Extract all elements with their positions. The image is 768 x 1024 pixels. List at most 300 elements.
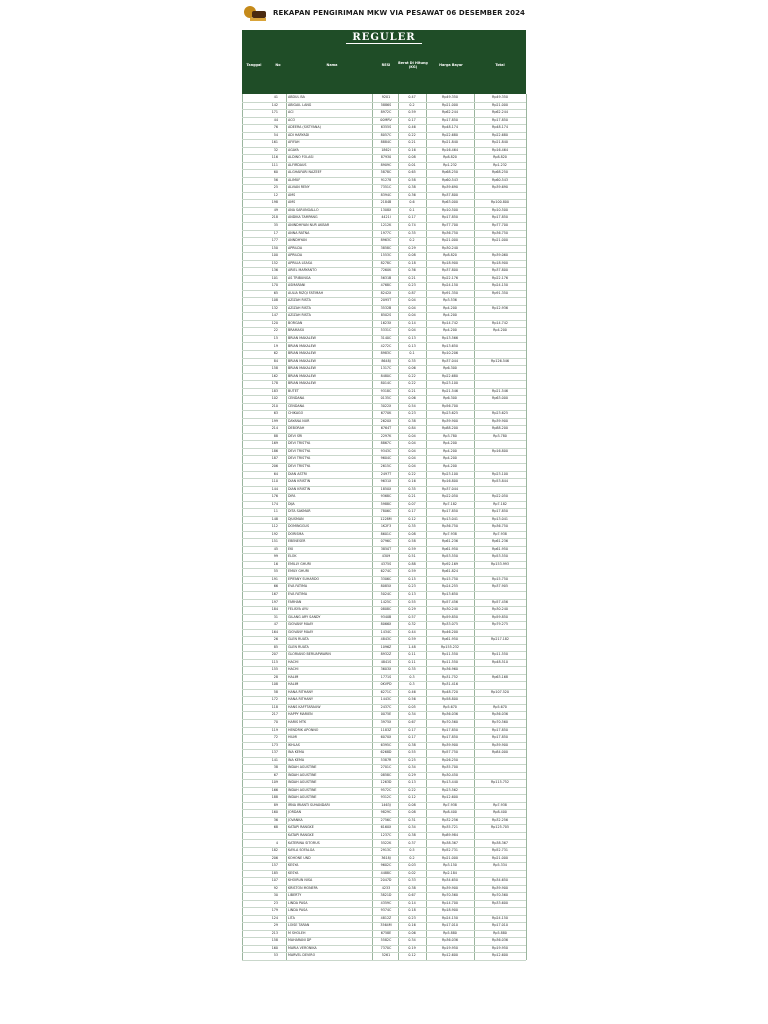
cell-no: 171 [271,110,278,115]
cell-nama: DEVI TRISTYA [288,463,311,468]
cell-resi: 9368C [380,494,392,499]
cell-berat: 0.67 [408,893,416,898]
cell-nama: EPIFANY SUHARDO [288,576,320,581]
cell-berat: 0.04 [408,456,416,461]
cell-harga: Rp23.625 [442,411,458,416]
cell-harga: Rp17.850 [442,509,458,514]
cell-harga: Rp2.184 [443,870,457,875]
cell-nama: AULIA RIZQI FATIMAH [288,290,324,295]
cell-total: Rp53.844 [492,479,508,484]
cell-nama: KHOIRUN NISA [288,878,313,883]
cell-harga: Rp91.350 [442,290,458,295]
cell-resi: 5886S [380,102,392,107]
cell-harga: Rp1.232 [443,162,457,167]
cell-harga: Rp17.850 [442,727,458,732]
cell-nama: ADEERA (SISTYANA) [288,125,321,130]
cell-no: 185 [271,870,278,875]
cell-harga: Rp22.050 [442,494,458,499]
cell-berat: 0.2 [409,855,415,860]
cell-no: 15 [273,335,278,340]
cell-resi: 9340B [380,614,392,619]
cell-harga: Rp37.044 [442,486,458,491]
cell-resi: 2620X [380,418,392,423]
cell-nama: EVA FATIMA [288,592,308,596]
cell-harga: Rp22.680 [442,132,458,137]
cell-berat: 0.23 [408,283,416,288]
cell-berat: 0.13 [408,780,416,785]
cell-berat: 0.21 [408,275,416,280]
cell-no: 26 [273,637,278,642]
cell-resi: 8480C [380,373,392,378]
cell-no: 210 [271,403,278,408]
cell-nama: AZIZAH RISTA [288,313,311,318]
cell-harga: Rp21.000 [442,855,458,860]
cell-berat: 0.34 [408,938,416,943]
cell-resi: 8242X [380,290,392,295]
cell-nama: HANA RITHANY [288,689,313,694]
cell-nama: DIJA [288,501,295,506]
cell-harga: Rp4.200 [443,313,457,318]
cell-harga: Rp8.820 [443,155,457,160]
cell-berat: 0.3 [409,674,415,679]
cell-resi: 2497T [380,471,392,476]
cell-resi: 8648J [381,358,391,363]
cell-harga: Rp30.240 [442,245,458,250]
cell-nama: HILMI [288,735,298,740]
cell-total: Rp17.850 [492,509,508,514]
cell-harga: Rp21.000 [442,102,458,107]
cell-berat: 0.59 [408,637,416,642]
cell-berat: 0.04 [408,463,416,468]
cell-berat: 0.35 [408,667,416,672]
cell-resi: 2615C [380,463,392,468]
cell-resi: 9201 [381,95,391,99]
cell-berat: 0.21 [408,140,416,145]
cell-nama: BRIAN MAKALEW [288,358,316,363]
cell-nama: BUTET [288,388,299,393]
cell-nama: GLORIANO BERUAPWARIN [288,652,331,657]
cell-berat: 0.32 [408,622,416,627]
cell-total: Rp48.174 [492,125,508,130]
cell-harga: Rp30.240 [442,607,458,612]
cell-berat: 0.29 [408,772,416,777]
cell-no: 66 [273,584,278,589]
cell-total: Rp39.900 [492,418,508,423]
cell-no: 136 [271,268,278,273]
cell-harga: Rp68.250 [442,170,458,175]
cell-resi: 0796C [380,539,392,544]
cell-no: 158 [271,366,278,371]
cell-no: 45 [273,546,278,551]
cell-resi: 6355S [380,125,392,130]
cell-no: 101 [271,275,278,280]
cell-berat: 0.23 [408,584,416,589]
cell-berat: 0.74 [408,223,416,228]
cell-harga: Rp21.840 [442,140,458,145]
cell-resi: 7260K [380,268,392,273]
cell-no: 115 [271,659,278,664]
report-title: REKAPAN PENGIRIMAN MKW VIA PESAWAT 06 DESEMBER 2024 [272,9,526,17]
cell-berat: 0.14 [408,900,416,905]
cell-resi: 3532B [380,305,392,310]
cell-harga: Rp34.650 [442,878,458,883]
cell-nama: ALVIAN RENY [288,185,310,190]
cell-total: Rp59.850 [492,614,508,619]
cell-harga: Rp3.780 [443,433,457,438]
cell-harga: Rp23.562 [442,787,458,792]
cell-no: 184 [271,607,278,612]
cell-no: 206 [271,463,278,468]
cell-berat: 0.08 [408,155,416,160]
cell-berat: 0.34 [408,712,416,717]
cell-no: 213 [271,930,278,935]
cell-no: 173 [271,742,278,747]
cell-resi: 7370C [380,945,392,950]
cell-nama: AMS [288,192,296,197]
cell-total: Rp21.546 [492,388,508,393]
cell-no: 157 [271,863,278,868]
cell-no: 207 [271,652,278,657]
cell-resi: 0135C [380,396,392,401]
cell-nama: DITA SAKMAR [288,509,311,514]
cell-resi: 4768C [380,283,392,288]
cell-resi: 0KVPD [380,682,392,687]
cell-no: 132 [271,305,278,310]
cell-no: 19 [273,343,278,348]
cell-resi: 00MRV [380,117,392,122]
cell-total: Rp34.650 [492,878,508,883]
cell-total: Rp39.690 [492,185,508,190]
cell-berat: 0.08 [408,810,416,815]
cell-resi: 6395C [380,742,392,747]
cell-berat: 0.29 [408,607,416,612]
cell-resi: 1850X [380,486,392,491]
cell-nama: KATAPI RANGKE [288,825,314,830]
cell-nama: EVA FATIMA [288,584,308,589]
cell-total: Rp21.000 [492,855,508,860]
cell-resi: 5878C [380,170,392,175]
cell-harga: Rp62.244 [442,110,458,115]
cell-harga: Rp33.075 [442,622,458,627]
cell-no: 182 [271,848,278,853]
cell-total: Rp17.850 [492,117,508,122]
cell-resi: 8066X [380,622,392,627]
cell-resi: 0075E [380,712,392,717]
cell-harga: Rp19.950 [442,945,458,950]
cell-no: 170 [271,283,278,288]
cell-total: Rp19.950 [492,945,508,950]
cell-berat: 0.13 [408,592,416,596]
cell-berat: 0.35 [408,524,416,529]
cell-total: Rp32.256 [492,817,508,822]
cell-total: Rp68.250 [492,170,508,175]
cell-nama: HALIM [288,682,299,687]
cell-harga: Rp14.700 [442,900,458,905]
cell-total: Rp17.850 [492,215,508,220]
cell-harga: Rp8.400 [443,810,457,815]
cell-nama: BORGAN [288,320,303,325]
cell-berat: 0.58 [408,539,416,544]
cell-total: Rp39.900 [492,742,508,747]
cell-no: 99 [273,554,278,559]
cell-berat: 0.55 [408,599,416,604]
cell-total: Rp16.800 [492,448,508,453]
cell-berat: 0.03 [408,863,416,868]
cell-resi: 4841S [380,659,392,664]
cell-berat: 0.16 [408,923,416,928]
cell-nama: LINDA PASA [288,908,308,913]
cell-no: 36 [273,817,278,822]
cell-harga: Rp17.850 [442,735,458,740]
cell-resi: 6070X [380,735,392,740]
cell-resi: 1317C [380,366,392,371]
cell-nama: FELISYA AYU [288,607,309,612]
cell-nama: AZIZAH RISTA [288,298,311,303]
col-header-nama: Nama [326,63,338,67]
cell-no: 4 [275,840,278,845]
cell-resi: 0808C [380,607,392,612]
cell-harga: Rp4.200 [443,456,457,461]
cell-resi: 3306C [380,576,392,581]
cell-berat: 0.07 [408,501,416,506]
cell-nama: HACHI [288,667,299,672]
cell-resi: 1183Z [380,727,392,732]
cell-resi: 8014C [380,381,392,386]
cell-total: Rp48.510 [492,659,508,664]
cell-berat: 0.06 [408,396,416,401]
cell-total: Rp24.150 [492,283,508,288]
cell-no: 58 [273,689,278,694]
cell-harga: Rp61.824 [442,569,458,574]
cell-no: 100 [271,253,278,258]
cell-resi: 2701C [380,765,392,770]
cell-total: Rp13.041 [492,516,508,521]
cell-harga: Rp3.536 [443,298,457,303]
cell-no: 12 [273,192,278,197]
cell-berat: 0.87 [408,290,416,295]
cell-no: 102 [271,396,278,401]
cell-berat: 0.25 [408,757,416,762]
cell-harga: Rp23.100 [442,471,458,476]
cell-resi: 6770K [380,411,392,416]
cell-harga: Rp37.800 [442,268,458,273]
cell-resi: 8932Z [380,652,392,657]
cell-resi: 3975X [380,720,392,725]
cell-harga: Rp61.950 [442,637,458,642]
cell-nama: JOVANKA [288,817,303,822]
cell-total: Rp21.000 [492,102,508,107]
cell-berat: 0.65 [408,170,416,175]
cell-nama: EKI [288,546,294,551]
cell-harga: Rp77.700 [442,223,458,228]
cell-berat: 0.67 [408,720,416,725]
cell-berat: 0.17 [408,735,416,740]
cell-resi: 3821D [380,893,392,898]
cell-total: Rp61.236 [492,539,508,544]
cell-harga: Rp6.300 [443,366,457,371]
section-title: REGULER [242,32,526,44]
cell-nama: KESYA [288,870,299,875]
cell-nama: BRIAN MAKALEW [288,366,316,371]
col-header-total: Total [495,63,505,67]
cell-resi: 1977C [380,230,392,235]
cell-nama: GILANG ARY SANDY [288,614,321,619]
cell-resi: 6758E [380,930,392,935]
cell-harga: Rp12.600 [442,953,458,958]
cell-resi: 5387R [380,757,392,762]
cell-harga: Rp16.800 [442,479,458,484]
cell-no: 177 [271,238,278,243]
cell-resi: 0858C [380,772,392,777]
cell-total: Rp17.850 [492,727,508,732]
cell-harga: Rp17.850 [442,215,458,220]
cell-nama: LIBERTY [288,893,302,898]
cell-nama: BRIAN MAKALEW [288,335,316,340]
cell-nama: ACI [288,110,294,115]
cell-berat: 0.13 [408,343,416,348]
cell-harga: Rp58.800 [442,697,458,702]
cell-harga: Rp22.176 [442,275,458,280]
cell-no: 23 [273,900,278,905]
cell-resi: 9631X [380,479,392,484]
cell-berat: 0.22 [408,471,416,476]
cell-nama: CENDANA [288,403,305,408]
cell-harga: Rp4.200 [443,328,457,333]
report-header [242,2,530,24]
cell-total: Rp53.550 [492,554,508,559]
cell-harga: Rp4.200 [443,441,457,446]
cell-no: 85 [273,644,278,649]
cell-nama: DIAN KRISTIN [288,486,311,491]
cell-no: 32 [273,147,278,152]
col-header-harga: Harga Bayar [439,63,463,67]
cell-resi: 1463J [381,802,391,807]
cell-harga: Rp30.450 [442,772,458,777]
cell-nama: DJUSMAN [288,516,304,521]
cell-no: 110 [271,479,278,484]
cell-berat: 0.12 [408,795,416,800]
cell-no: 60 [273,170,278,175]
cell-no: 191 [271,576,278,581]
cell-no: 137 [271,750,278,755]
cell-nama: ARIEL MARYANTO [288,268,317,273]
cell-no: 119 [271,727,278,732]
cell-berat: 0.12 [408,516,416,521]
cell-nama: KATAPI RANGKE [288,832,314,837]
cell-no: 56 [273,177,278,182]
cell-resi: 8057C [380,132,392,137]
cell-resi: 3603X [380,667,392,672]
cell-total: Rp37.905 [492,584,508,589]
cell-no: 218 [271,215,278,220]
cell-no: 176 [271,494,278,499]
cell-resi: 2297K [380,433,392,438]
cell-no: 11 [273,509,278,514]
cell-resi: 9829C [380,810,392,815]
cell-harga: Rp11.550 [442,652,458,657]
cell-resi: 5582C [380,938,392,943]
cell-resi: 8502S [380,313,392,318]
cell-berat: 0.31 [408,817,416,822]
cell-berat: 0.38 [408,185,416,190]
cell-no: 187 [271,456,278,461]
cell-no: 17 [273,230,278,235]
cell-harga: Rp61.236 [442,539,458,544]
cell-no: 141 [271,757,278,762]
cell-total: Rp21.000 [492,238,508,243]
cell-resi: 6268D [380,750,392,755]
cell-harga: Rp11.550 [442,659,458,664]
cell-nama: KOHONE UND [288,855,311,860]
cell-nama: CHIKAGO [288,411,304,416]
cell-berat: 0.33 [408,878,416,883]
cell-no: 76 [273,125,278,130]
cell-harga: Rp37.800 [442,192,458,197]
cell-harga: Rp56.700 [442,403,458,408]
cell-harga: Rp59.850 [442,614,458,619]
company-logo-icon [242,3,268,23]
cell-berat: 0.54 [408,403,416,408]
cell-no: 72 [273,735,278,740]
cell-no: 65 [273,290,278,295]
cell-nama: ABIGAIL LANG [288,102,312,107]
col-header-resi: RESI [381,63,391,67]
cell-nama: ASMARANI [288,283,306,288]
cell-berat: 0.11 [408,659,416,664]
cell-berat: 0.02 [408,870,416,875]
cell-nama: ELOK [288,554,297,559]
cell-harga: Rp5.880 [443,930,457,935]
cell-berat: 0.18 [408,908,416,913]
cell-harga: Rp31.416 [442,682,458,687]
cell-berat: 0.04 [408,448,416,453]
cell-no: 192 [271,531,278,536]
cell-resi: 4488C [380,870,392,875]
cell-no: 172 [271,697,278,702]
cell-berat: 0.36 [408,268,416,273]
cell-total: Rp36.036 [492,712,508,717]
cell-resi: 5261 [381,953,391,958]
cell-no: 118 [271,704,278,709]
cell-total: Rp77.700 [492,223,508,228]
cell-total: Rp63.168 [492,674,508,679]
cell-nama: ANINDHIYAN NUR AKBAR [288,223,330,228]
cell-total: Rp23.625 [492,411,508,416]
cell-nama: GLEN RUATA [288,637,309,642]
cell-harga: Rp18.900 [442,260,458,265]
cell-no: 67 [273,772,278,777]
cell-resi: 3850T [380,546,392,551]
cell-nama: DIAN ASTRI [288,471,307,476]
cell-no: 92 [273,885,278,890]
cell-resi: 2437C [380,704,392,709]
cell-resi: 4375S [380,561,392,566]
cell-nama: AMS [288,200,296,205]
cell-nama: INDAH AGUSTINE [288,765,317,770]
cell-berat: 0.51 [408,554,416,559]
cell-resi: 2913C [380,848,392,853]
cell-berat: 0.6 [409,200,415,205]
cell-no: 25 [273,185,278,190]
cell-nama: ADI HARYADI [288,132,310,137]
cell-nama: DEVI SRI [288,433,303,438]
cell-berat: 0.46 [408,125,416,130]
cell-berat: 0.19 [408,945,416,950]
cell-total: Rp36.750 [492,230,508,235]
cell-nama: DEVI TRISTYA [288,456,311,461]
cell-harga: Rp15.750 [442,576,458,581]
cell-berat: 0.59 [408,569,416,574]
